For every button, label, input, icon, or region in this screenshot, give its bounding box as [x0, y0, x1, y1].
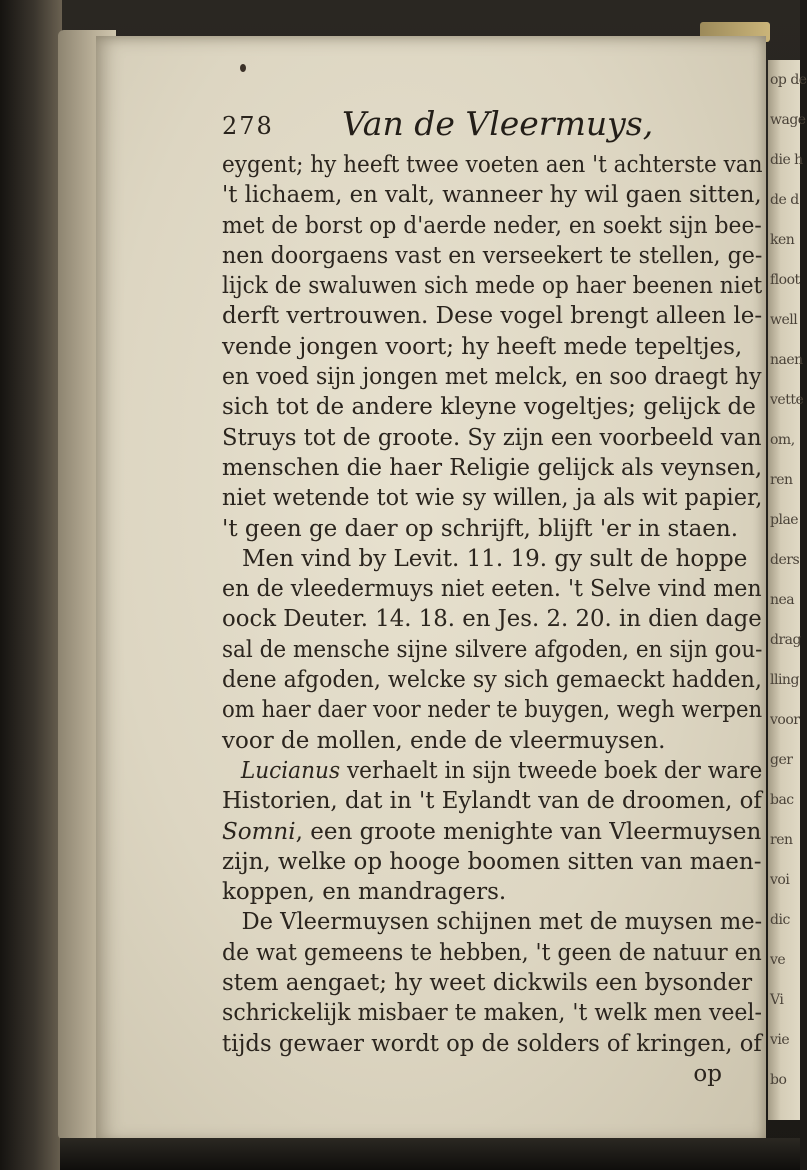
facing-page-fragment: naen	[770, 352, 803, 368]
text-line: sal de mensche sijne silvere afgoden, en sijn gou-	[222, 636, 763, 663]
text-line: niet wetende tot wie sy willen, ja als wit papier,	[222, 485, 763, 512]
text-line: sich tot de andere kleyne vogeltjes; gelijck de	[222, 394, 756, 421]
text-line: voor de mollen, ende de vleermuysen.	[222, 727, 666, 754]
catchword: op	[693, 1060, 722, 1087]
page-header	[222, 104, 762, 148]
text-line: en voed sijn jongen met melck, en soo draegt hy	[222, 364, 762, 391]
facing-page-fragment: lling	[770, 672, 799, 688]
text-line: vende jongen voort; hy heeft mede tepeltjes,	[222, 333, 743, 360]
facing-page-fragment: ger	[770, 752, 793, 768]
text-line: met de borst op d'aerde neder, en soekt sijn bee-	[222, 212, 762, 239]
facing-page-fragment: nea	[770, 592, 795, 608]
facing-page-fragment: ders	[770, 552, 800, 568]
running-head: Van de Vleermuys,	[342, 104, 654, 143]
facing-page-fragment: drag	[770, 632, 801, 648]
text-line: tijds gewaer wordt op de solders of kringen, of	[222, 1030, 762, 1057]
text-line: dene afgoden, welcke sy sich gemaeckt hadden,	[222, 667, 762, 694]
facing-page-fragment: ren	[770, 472, 793, 488]
facing-page-fragment: om,	[770, 432, 795, 448]
book-binding	[0, 0, 62, 1170]
facing-page-fragment: vette	[770, 392, 804, 408]
facing-page-fragment: floot	[770, 272, 800, 288]
facing-page-fragment: die h	[770, 152, 803, 168]
facing-page-fragment: bo	[770, 1072, 787, 1088]
paragraph-start-line: De Vleermuysen schijnen met de muysen me-	[241, 909, 763, 936]
facing-page-fragment: bac	[770, 792, 794, 808]
text-line: 't geen ge daer op schrijft, blijft 'er in staen.	[222, 515, 739, 542]
text-line: koppen, en mandragers.	[222, 879, 507, 906]
facing-page-edge	[768, 60, 807, 1120]
text-line: eygent; hy heeft twee voeten aen 't achterste van	[222, 152, 763, 178]
facing-page-fragment: dic	[770, 912, 790, 928]
bottom-shadow	[60, 1138, 800, 1170]
facing-page-fragment: voor	[770, 712, 800, 728]
ink-speck	[240, 64, 246, 72]
text-line: Historien, dat in 't Eylandt van de droomen, of	[222, 788, 762, 815]
text-line: stem aengaet; hy weet dickwils een bysonder	[222, 970, 753, 997]
text-line: lijck de swaluwen sich mede op haer beenen niet	[222, 273, 763, 300]
text-line: om haer daer voor neder te buygen, wegh werpen	[222, 697, 763, 724]
body-text	[222, 150, 762, 1089]
facing-page-fragment: plae	[770, 512, 799, 528]
text-line: Somni, een groote menighte van Vleermuysen	[222, 818, 762, 845]
page-number: 278	[222, 112, 274, 140]
facing-page-fragment: de d	[770, 192, 799, 208]
paragraph-start-line: Lucianus verhaelt in sijn tweede boek der ware	[240, 757, 763, 784]
text-line: schrickelijk misbaer te maken, 't welk men veel-	[222, 1000, 762, 1027]
facing-page-fragment: ve	[770, 952, 786, 968]
text-line: nen doorgaens vast en verseekert te stellen, ge-	[222, 242, 763, 269]
text-line: zijn, welke op hooge boomen sitten van maen-	[222, 848, 762, 875]
text-line: menschen die haer Religie gelijck als veynsen,	[222, 454, 763, 481]
facing-page-fragment: op de	[770, 72, 807, 88]
facing-page-fragment: wage	[770, 112, 806, 128]
text-line: Struys tot de groote. Sy zijn een voorbeeld van	[222, 424, 762, 451]
facing-page-fragment: vie	[770, 1032, 790, 1048]
text-line: en de vleedermuys niet eeten. 't Selve vind men	[222, 576, 762, 603]
facing-page-fragment: well	[770, 312, 798, 328]
facing-page-fragment: voi	[770, 872, 790, 888]
text-line: derft vertrouwen. Dese vogel brengt alleen le-	[222, 303, 763, 330]
text-line: de wat gemeens te hebben, 't geen de natuur en	[222, 939, 762, 966]
facing-page-fragment: ren	[770, 832, 793, 848]
paragraph-start-line: Men vind by Levit. 11. 19. gy sult de hoppe	[242, 545, 748, 572]
facing-page-fragment: ken	[770, 232, 795, 248]
text-line: 't lichaem, en valt, wanneer hy wil gaen sitten,	[222, 182, 762, 209]
text-line: oock Deuter. 14. 18. en Jes. 2. 20. in dien dage	[222, 606, 762, 633]
facing-page-fragment: Vi	[770, 992, 784, 1008]
